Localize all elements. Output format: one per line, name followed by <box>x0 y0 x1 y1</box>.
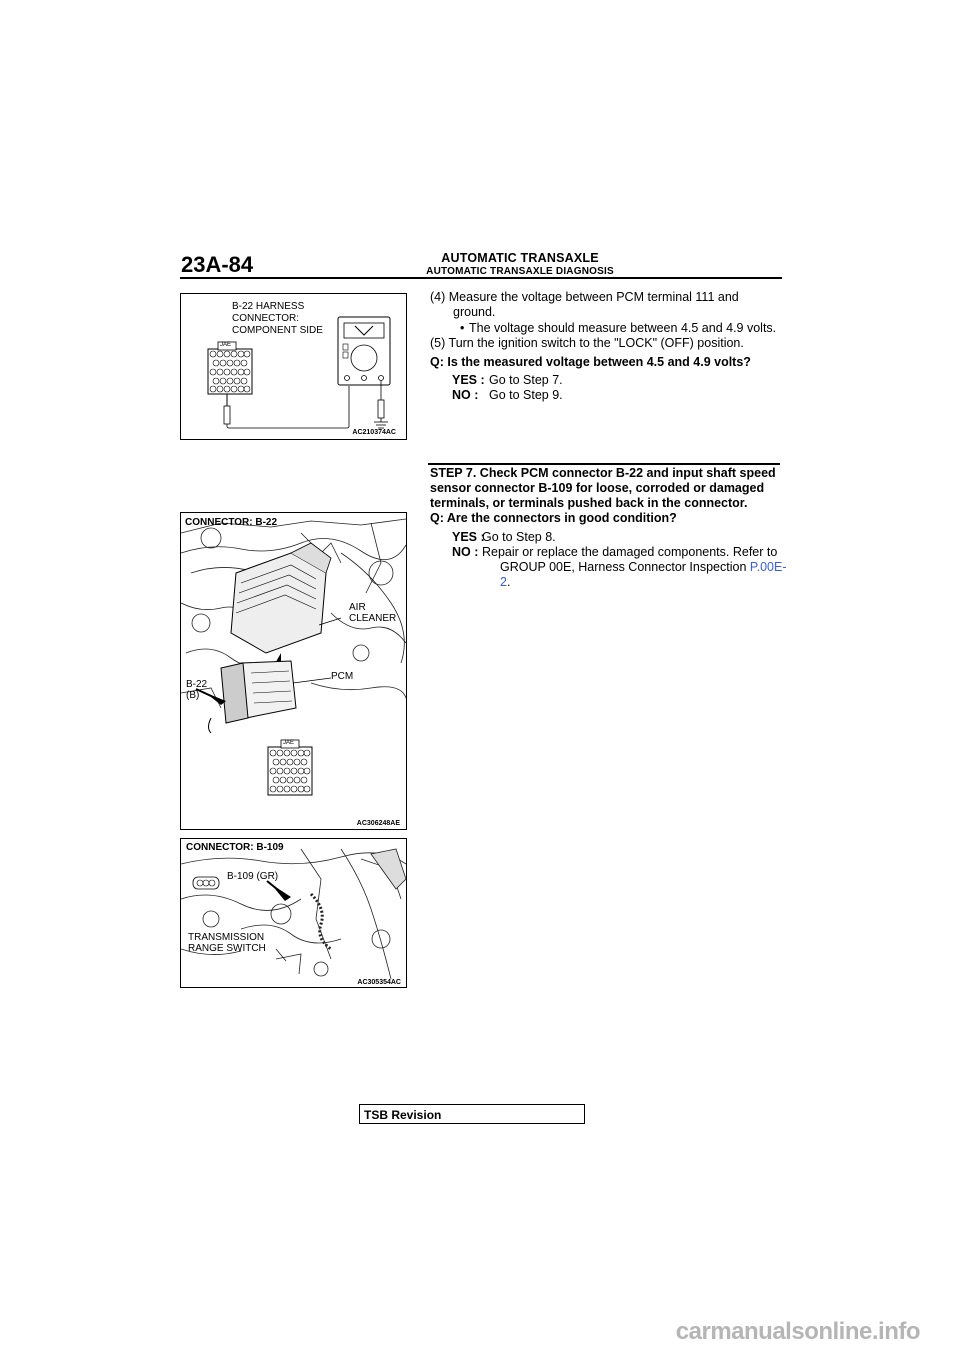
figure-b109-connector <box>180 838 407 988</box>
fig2-pcm-label: PCM <box>331 671 354 682</box>
fig3-trs-2: RANGE SWITCH <box>188 943 266 954</box>
bullet-voltage: The voltage should measure between 4.5 and 4.9 volts. <box>469 321 777 335</box>
question-2: Q: Are the connectors in good condition? <box>430 511 677 525</box>
no-answer-2-cont: GROUP 00E, Harness Connector Inspection <box>500 560 750 574</box>
fig2-air-2: CLEANER <box>349 613 397 624</box>
watermark: carmanualsonline.info <box>675 1318 920 1345</box>
transaxle-photo <box>181 849 406 979</box>
page-link-cont[interactable]: 2 <box>500 575 507 589</box>
yes-answer-1: Go to Step 7. <box>489 373 563 387</box>
tsb-revision-box: TSB Revision <box>359 1104 585 1124</box>
section-subtitle: AUTOMATIC TRANSAXLE DIAGNOSIS <box>426 266 614 277</box>
page-link[interactable]: P.00E- <box>749 560 787 574</box>
step-item-4-cont: ground. <box>453 305 496 319</box>
section-title: AUTOMATIC TRANSAXLE <box>441 251 599 265</box>
header-rule <box>180 277 782 279</box>
fig2-connector-tag: JAE <box>283 740 295 746</box>
fig2-air-1: AIR <box>349 602 366 613</box>
no-label-2: NO : <box>452 545 479 559</box>
step-item-5: (5) Turn the ignition switch to the "LOCK" (OFF) position. <box>430 336 744 350</box>
step7-heading-3: terminals, or terminals pushed back in the connector. <box>430 496 748 510</box>
question-1: Q: Is the measured voltage between 4.5 and 4.9 volts? <box>430 355 751 369</box>
figure-voltmeter <box>180 293 407 440</box>
step-rule <box>428 463 780 465</box>
step7-heading-2: sensor connector B-109 for loose, corroded or damaged <box>430 481 765 495</box>
fig2-title: CONNECTOR: B-22 <box>185 517 278 528</box>
fig2-code: AC306248AE <box>356 820 400 827</box>
yes-answer-2: Go to Step 8. <box>482 530 556 544</box>
fig3-trs-1: TRANSMISSION <box>188 932 265 943</box>
no-answer-2: Repair or replace the damaged components. Refer to <box>482 545 778 559</box>
no-label-1: NO : <box>452 388 479 402</box>
yes-label-2: YES : <box>452 530 485 544</box>
bullet-dot: • <box>460 321 465 335</box>
air-cleaner <box>231 543 341 653</box>
fig1-label-2: CONNECTOR: <box>232 313 300 324</box>
fig1-connector-tag: JAE <box>220 342 232 348</box>
step-item-4: (4) Measure the voltage between PCM terminal 111 and <box>430 290 739 304</box>
harness-connector <box>208 342 349 428</box>
page-number: 23A-84 <box>181 252 254 277</box>
fig1-label-1: B-22 HARNESS <box>232 301 305 312</box>
fig2-b22-1: B-22 <box>186 679 208 690</box>
voltmeter <box>338 317 390 428</box>
fig3-code: AC305354AC <box>357 979 401 986</box>
fig3-title: CONNECTOR: B-109 <box>186 842 284 853</box>
fig2-b22-2: (B) <box>186 690 200 701</box>
yes-label-1: YES : <box>452 373 485 387</box>
fig1-label-3: COMPONENT SIDE <box>232 325 323 336</box>
b22-connector-face <box>268 740 312 795</box>
no-answer-2-end: . <box>506 575 511 589</box>
b109-connector-icon <box>193 877 219 889</box>
fig3-callout: B-109 (GR) <box>227 871 279 882</box>
step7-heading-1: STEP 7. Check PCM connector B-22 and input shaft speed <box>430 466 776 480</box>
no-answer-1: Go to Step 9. <box>489 388 563 402</box>
fig1-code: AC210374AC <box>352 429 396 436</box>
figure-pcm-connector <box>180 512 407 830</box>
pcm-unit <box>196 661 331 733</box>
